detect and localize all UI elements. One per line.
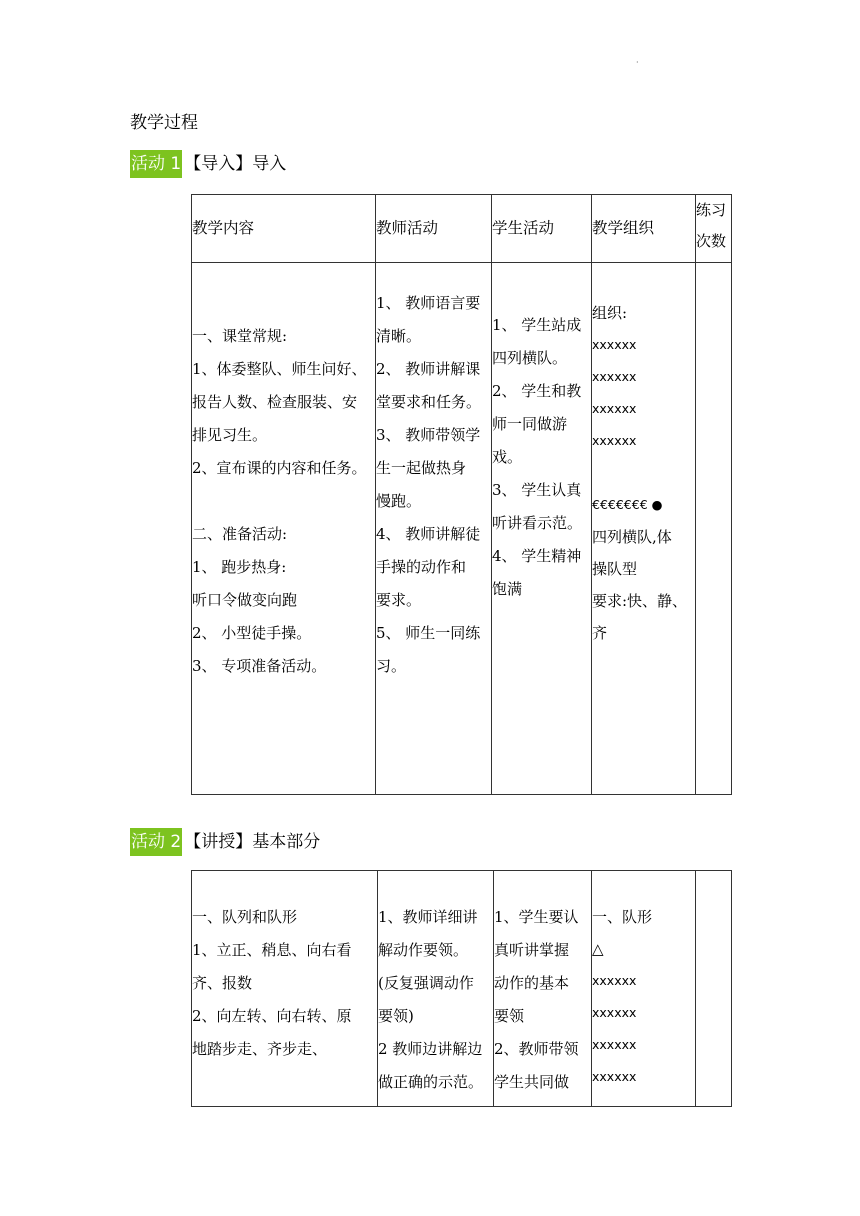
student-line: 戏。 (492, 448, 523, 466)
teacher-cell-2 (378, 871, 494, 1107)
formation-row: xxxxxx (592, 401, 637, 416)
organization-line: 组织: (592, 304, 628, 322)
activity-1-heading (130, 150, 286, 178)
content-line: 报告人数、检查服装、安 (192, 393, 358, 411)
formation-row: xxxxxx (592, 1037, 637, 1052)
organization-line: 齐 (592, 624, 608, 642)
content-line: 一、课堂常规: (192, 327, 288, 345)
student-line: 2、教师带领 (494, 1040, 579, 1058)
table-1-header-row (192, 195, 732, 263)
student-line: 1、 学生站成 (492, 316, 582, 334)
activity-2-tag: 活动 2 (130, 828, 182, 856)
content-line: 1、 跑步热身: (192, 558, 287, 576)
student-line: 4、 学生精神 (492, 547, 582, 565)
organization-line: 要求:快、静、 (592, 592, 688, 610)
table-2-body-row (192, 871, 732, 1107)
content-line: 3、 专项准备活动。 (192, 657, 327, 675)
header-practice: 练习 (696, 201, 727, 219)
corner-dot: · (636, 58, 639, 67)
activity-2-title: 【讲授】基本部分 (184, 832, 321, 852)
teacher-line: 手操的动作和 (376, 558, 467, 576)
formation-row: xxxxxx (592, 337, 637, 352)
teacher-line: 2 教师边讲解边 (378, 1040, 483, 1058)
activity-1-title: 【导入】导入 (184, 154, 287, 174)
header-content: 教学内容 (192, 195, 376, 263)
teacher-line: 4、 教师讲解徒 (376, 525, 481, 543)
student-line: 师一同做游 (492, 415, 568, 433)
student-line: 听讲看示范。 (492, 514, 583, 532)
content-line: 2、 小型徒手操。 (192, 624, 312, 642)
teacher-cell (376, 263, 492, 795)
content-line: 排见习生。 (192, 426, 268, 444)
activity-2-heading (130, 828, 320, 856)
teacher-line: 做正确的示范。 (378, 1073, 484, 1091)
organization-line-blank (592, 457, 695, 489)
content-line: 一、队列和队形 (192, 908, 298, 926)
lesson-table-1 (191, 194, 732, 795)
page-title: 教学过程 (130, 113, 198, 133)
header-organization: 教学组织 (592, 195, 696, 263)
content-cell (192, 263, 376, 795)
student-cell (492, 263, 592, 795)
content-line: 齐、报数 (192, 974, 253, 992)
organization-cell (592, 263, 696, 795)
formation-row: xxxxxx (592, 369, 637, 384)
formation-row: xxxxxx (592, 433, 637, 448)
organization-line: 四列横队,体 (592, 528, 672, 546)
teacher-position-row: €€€€€€€ ● (592, 497, 663, 512)
teacher-line: 2、 教师讲解课 (376, 360, 481, 378)
content-line: 1、立正、稍息、向右看 (192, 941, 352, 959)
teacher-line: 习。 (376, 657, 407, 675)
content-cell-2 (192, 871, 378, 1107)
header-count: 次数 (696, 232, 727, 250)
content-line: 听口令做变向跑 (192, 591, 298, 609)
teacher-line: 堂要求和任务。 (376, 393, 482, 411)
content-line: 2、宣布课的内容和任务。 (192, 459, 367, 477)
student-line: 2、 学生和教 (492, 382, 582, 400)
header-student: 学生活动 (492, 195, 592, 263)
content-line: 二、准备活动: (192, 525, 288, 543)
teacher-line: 生一起做热身 (376, 459, 467, 477)
student-line: 饱满 (492, 580, 523, 598)
practice-count-cell-2 (696, 871, 732, 1107)
teacher-line: 慢跑。 (376, 492, 422, 510)
teacher-line: (反复强调动作 (378, 974, 474, 992)
formation-row: xxxxxx (592, 1069, 637, 1084)
table-1-body-row (192, 263, 732, 795)
header-practice-count (696, 195, 732, 263)
teacher-line: 1、教师详细讲 (378, 908, 478, 926)
lesson-table-2 (191, 870, 732, 1107)
student-line: 学生共同做 (494, 1073, 570, 1091)
activity-1-tag: 活动 1 (130, 150, 182, 178)
teacher-line: 要求。 (376, 591, 422, 609)
organization-line: 一、队形 (592, 908, 653, 926)
formation-row: xxxxxx (592, 973, 637, 988)
content-line: 2、向左转、向右转、原 (192, 1007, 352, 1025)
content-line: 地踏步走、齐步走、 (192, 1040, 328, 1058)
practice-count-cell (696, 263, 732, 795)
teacher-line: 1、 教师语言要 (376, 294, 481, 312)
teacher-line: 解动作要领。 (378, 941, 469, 959)
student-line: 四列横队。 (492, 349, 568, 367)
student-line: 1、学生要认 (494, 908, 579, 926)
formation-row: xxxxxx (592, 1005, 637, 1020)
student-line: 要领 (494, 1007, 525, 1025)
teacher-line: 3、 教师带领学 (376, 426, 481, 444)
organization-cell-2 (592, 871, 696, 1107)
organization-line: 操队型 (592, 560, 638, 578)
student-cell-2 (494, 871, 592, 1107)
teacher-line: 要领) (378, 1007, 414, 1025)
student-line: 3、 学生认真 (492, 481, 582, 499)
student-line: 动作的基本 (494, 974, 570, 992)
student-line: 真听讲掌握 (494, 941, 570, 959)
teacher-line: 清晰。 (376, 327, 422, 345)
content-line-blank (192, 485, 375, 518)
triangle-marker: △ (592, 940, 604, 958)
content-line: 1、体委整队、师生问好、 (192, 360, 367, 378)
header-teacher: 教师活动 (376, 195, 492, 263)
teacher-line: 5、 师生一同练 (376, 624, 481, 642)
